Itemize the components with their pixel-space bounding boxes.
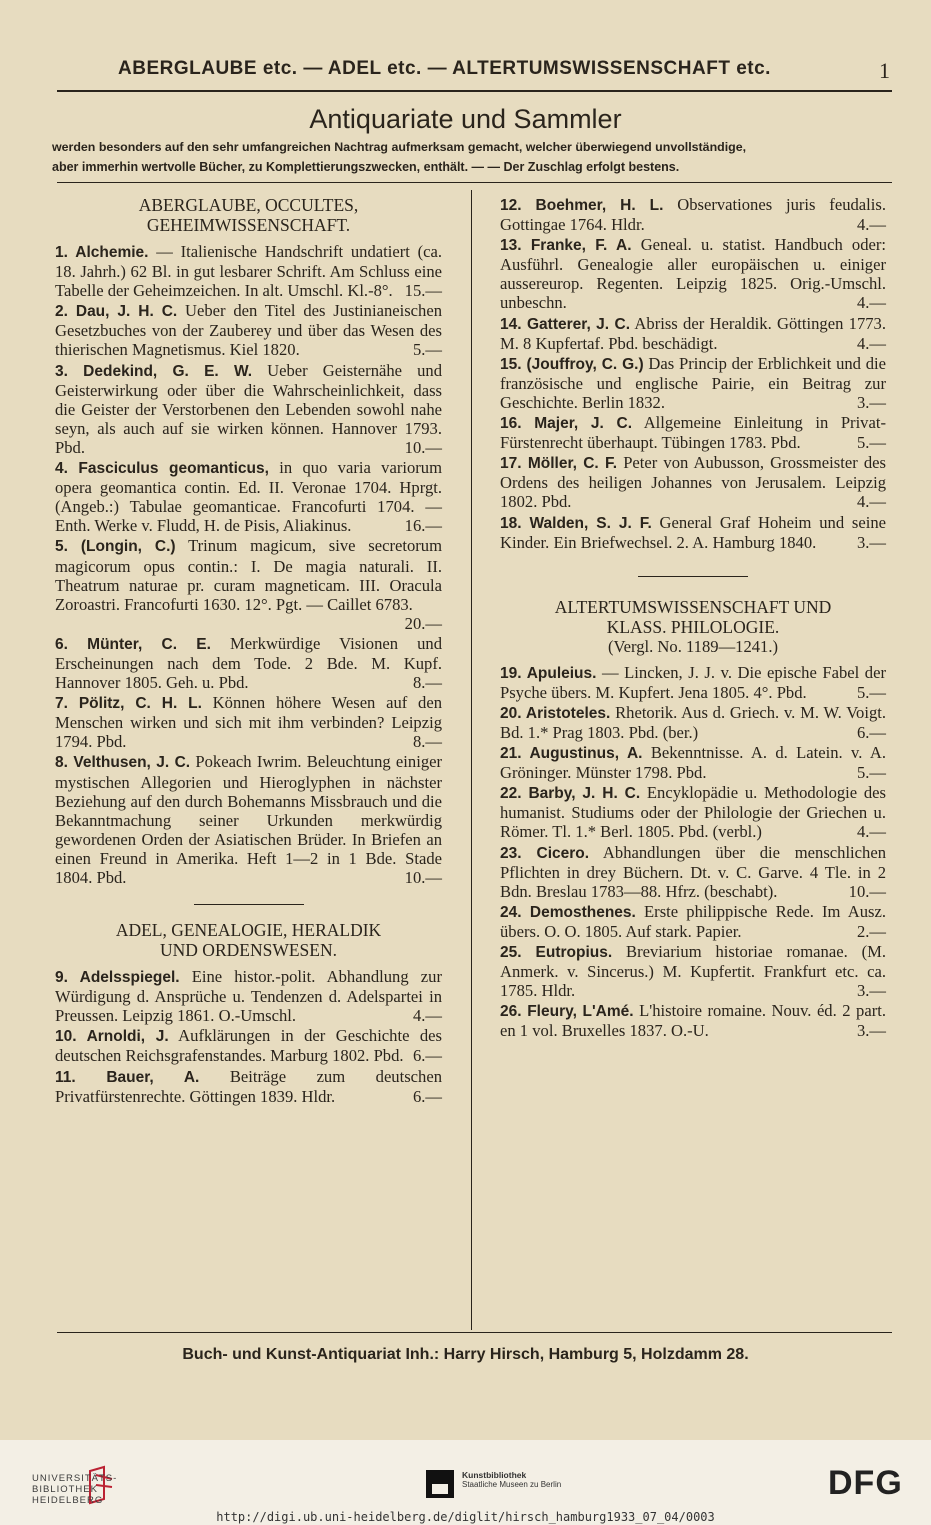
entry-list xyxy=(55,967,442,1106)
entry-price: 6.— xyxy=(412,1086,442,1106)
entry-label: 13. Franke, F. A. xyxy=(500,237,632,255)
catalog-entry xyxy=(500,513,886,552)
entry-label: 19. Apuleius. xyxy=(500,664,597,682)
logo-text: Staatliche Museen zu Berlin xyxy=(462,1480,562,1489)
logo-text: Kunstbibliothek xyxy=(462,1470,527,1480)
catalog-entry xyxy=(55,301,442,359)
entry-text: L'histoire romaine. Nouv. éd. 2 part. en 1 vol. Bruxelles 1837. O.-U. xyxy=(500,1001,886,1041)
entry-label: 5. (Longin, C.) xyxy=(55,538,176,556)
catalog-entry xyxy=(500,783,886,841)
entry-text: Observationes juris feudalis. Gottingae 1764. Hldr. xyxy=(500,195,886,235)
catalog-entry xyxy=(500,843,886,901)
entry-label: 9. Adelsspiegel. xyxy=(55,969,180,987)
entry-price: 6.— xyxy=(412,1046,442,1066)
kunstbibliothek-logo-icon xyxy=(426,1470,454,1498)
entry-label: 14. Gatterer, J. C. xyxy=(500,315,631,333)
catalog-entry xyxy=(500,1001,886,1040)
logo-text: BIBLIOTHEK xyxy=(32,1484,98,1495)
entry-price: 3.— xyxy=(856,392,886,412)
entry-price: 3.— xyxy=(856,981,886,1001)
entry-text: Geneal. u. statist. Handbuch oder: Ausführl. Genealogie aller europäischen u. einiger aussereurop. Regenten. Leipzig 1825. Orig.-Umschl. unbeschn. xyxy=(500,235,886,313)
entry-text: Beiträge zum deutschen Privatfürstenrechte. Göttingen 1839. Hldr. xyxy=(55,1066,442,1106)
entry-text: Aufklärungen in der Geschichte des deutschen Reichsgrafenstandes. Marburg 1802. Pbd. xyxy=(55,1026,442,1066)
entry-list xyxy=(500,195,886,552)
entry-text: Peter von Aubusson, Grossmeister des Ordens des heiligen Johannes von Jerusalem. Leipzig 1802. Pbd. xyxy=(500,453,886,512)
catalog-entry xyxy=(55,242,442,300)
kunstbibliothek-logo xyxy=(462,1470,561,1490)
catalog-entry xyxy=(500,902,886,941)
catalog-entry xyxy=(500,453,886,511)
entry-text: Encyklopädie u. Methodologie des humanist. Studiums oder der Philologie der Griechen u. Römer. Tl. 1.* Berl. 1805. Pbd. (verbl.) xyxy=(500,783,886,842)
entry-price: 6.— xyxy=(856,722,886,742)
dfg-logo: DFG xyxy=(828,1464,903,1502)
entry-label: 1. Alchemie. xyxy=(55,244,149,261)
entry-price: 5.— xyxy=(856,682,886,702)
entry-price: 4.— xyxy=(856,333,886,353)
publisher-line: Buch- und Kunst-Antiquariat Inh.: Harry Hirsch, Hamburg 5, Holzdamm 28. xyxy=(182,1346,749,1363)
catalog-entry xyxy=(500,663,886,702)
section-separator xyxy=(638,576,748,577)
entry-label: 25. Eutropius. xyxy=(500,944,613,961)
catalog-entry xyxy=(55,634,442,692)
entry-text: Erste philippische Rede. Im Ausz. übers. O. O. 1805. Auf stark. Papier. xyxy=(500,901,886,941)
entry-price: 4.— xyxy=(856,293,886,313)
entry-label: 12. Boehmer, H. L. xyxy=(500,197,664,214)
running-head: ABERGLAUBE etc. — ADEL etc. — ALTERTUMSWISSENSCHAFT etc. xyxy=(118,58,771,79)
entry-label: 6. Münter, C. E. xyxy=(55,635,211,653)
entry-label: 21. Augustinus, A. xyxy=(500,745,643,763)
entry-label: 18. Walden, S. J. F. xyxy=(500,514,652,532)
logo-text: UNIVERSITÄTS- xyxy=(32,1473,118,1484)
entry-label: 17. Möller, C. F. xyxy=(500,455,618,473)
entry-label: 20. Aristoteles. xyxy=(500,704,611,722)
entry-label: 15. (Jouffroy, C. G.) xyxy=(500,355,644,373)
entry-label: 22. Barby, J. H. C. xyxy=(500,785,641,803)
catalog-entry xyxy=(500,942,886,1000)
catalog-entry xyxy=(500,195,886,234)
catalog-entry xyxy=(55,361,442,457)
entry-text: Pokeach Iwrim. Beleuchtung einiger mystischen Allegorien und Hieroglyphen in nächster Beziehung auf den durch Bohemanns Missbrauch und die Bekanntmachung seiner Urkunden merkwürdig gewordenen Orden der Asiatischen Brüder. In Briefen an einen Freund in Amerika. Heft 1—2 in 1 Bde. Stade 1804. Pbd. xyxy=(55,752,443,887)
header-rule xyxy=(57,90,892,92)
entry-text: — Italienische Handschrift undatiert (ca. 18. Jahrh.) 62 Bl. in gut lesbarer Schrift. Am Schluss eine Tabelle der Geheimzeichen. In alt. Umschl. Kl.-8°. xyxy=(55,242,442,301)
catalog-entry xyxy=(500,413,886,452)
entry-text: in quo varia variorum opera geomantica contin. Ed. II. Veronae 1704. Hprgt. (Angeb.:) Tabulae geomanticae. Francofurti 1704. — Enth. Werke v. Fludd, H. de Pisis, Aliakinus. xyxy=(55,458,442,536)
entry-label: 3. Dedekind, G. E. W. xyxy=(55,362,253,380)
entry-price: 10.— xyxy=(404,868,442,887)
catalog-entry xyxy=(55,1067,442,1106)
section-heading: UND ORDENSWESEN. xyxy=(160,940,337,961)
entry-label: 10. Arnoldi, J. xyxy=(55,1028,169,1046)
entry-price: 8.— xyxy=(412,673,442,693)
entry-price: 8.— xyxy=(412,732,442,752)
entry-price: 20.— xyxy=(404,613,442,633)
entry-list xyxy=(500,663,886,1041)
bottom-rule xyxy=(57,1332,892,1333)
entry-label: 16. Majer, J. C. xyxy=(500,415,633,433)
entry-price: 16.— xyxy=(404,516,442,536)
entry-text: Eine histor.-polit. Abhandlung zur Würdigung d. Ansprüche u. Tendenzen d. Adelspartei in Preussen. Leipzig 1861. O.-Umschl. xyxy=(55,967,442,1026)
catalog-entry xyxy=(500,235,886,312)
entry-label: 23. Cicero. xyxy=(500,844,590,862)
catalog-entry xyxy=(500,703,886,742)
entry-price: 3.— xyxy=(856,532,886,552)
intro-rule xyxy=(57,182,892,183)
entry-label: 7. Pölitz, C. H. L. xyxy=(55,695,202,713)
entry-price: 5.— xyxy=(412,340,442,360)
catalog-entry xyxy=(55,967,442,1025)
entry-text: — Lincken, J. J. v. Die epische Fabel der Psyche übers. M. Kupfert. Jena 1805. 4°. Pbd. xyxy=(500,662,886,702)
entry-text: Allgemeine Einleitung in Privat-Fürstenrecht überhaupt. Tübingen 1783. Pbd. xyxy=(500,413,886,453)
left-column xyxy=(55,195,442,1107)
entry-price: 4.— xyxy=(856,215,886,235)
entry-text: Ueber den Titel des Justinianeischen Gesetzbuches von der Zauberey und über das Wesen des thierischen Magnetismus. Kiel 1820. xyxy=(55,301,442,360)
entry-price: 3.— xyxy=(856,1021,886,1041)
entry-label: 11. Bauer, A. xyxy=(55,1068,200,1086)
catalog-entry xyxy=(55,752,442,887)
catalog-entry xyxy=(55,693,442,751)
running-header xyxy=(60,58,890,88)
logo-text: HEIDELBERG xyxy=(32,1495,104,1506)
section-heading: ABERGLAUBE, OCCULTES, xyxy=(138,195,359,215)
source-url[interactable]: http://digi.ub.uni-heidelberg.de/diglit/hirsch_hamburg1933_07_04/0003 xyxy=(216,1510,715,1524)
section-heading: KLASS. PHILOLOGIE. xyxy=(606,616,780,637)
right-column xyxy=(500,195,886,1041)
entry-price: 5.— xyxy=(856,433,886,453)
column-divider xyxy=(471,190,472,1330)
intro-line-1: werden besonders auf den sehr umfangreichen Nachtrag aufmerksam gemacht, welcher überwiegend unvollständige, xyxy=(52,140,747,154)
section-heading: ADEL, GENEALOGIE, HERALDIK xyxy=(115,920,382,941)
entry-text: Können höhere Wesen auf den Menschen wirken und sich mit ihm verbinden? Leipzig 1794. Pbd. xyxy=(55,693,442,752)
catalog-entry xyxy=(55,536,442,632)
entry-label: 2. Dau, J. H. C. xyxy=(55,303,178,321)
catalog-entry xyxy=(55,1026,442,1065)
entry-label: 24. Demosthenes. xyxy=(500,903,636,921)
entry-price: 15.— xyxy=(404,281,442,301)
entry-text: Ueber Geisternähe und Geisterwirkung oder über die Wahrscheinlichkeit, dass die Geister der Verstorbenen den Lebenden sowohl nahe seyn, als auch auf sie wirken können. Hannover 1793. Pbd. xyxy=(55,360,442,457)
catalog-entry xyxy=(55,458,442,535)
entry-text: Merkwürdige Visionen und Erscheinungen nach dem Tode. 2 Bde. M. Kupf. Hannover 1805. Geh. u. Pbd. xyxy=(55,633,443,693)
entry-text: Abriss der Heraldik. Göttingen 1773. M. 8 Kupfertaf. Pbd. beschädigt. xyxy=(500,313,886,353)
entry-text: Das Princip der Erblichkeit und die französische und englische Pairie, ein Beitrag zur Geschichte. Berlin 1832. xyxy=(500,353,886,412)
entry-text: General Graf Hoheim und seine Kinder. Ein Briefwechsel. 2. A. Hamburg 1840. xyxy=(500,512,886,552)
entry-text: Breviarium historiae romanae. (M. Anmerk. v. Sincerus.) M. Kupfertit. Frankfurt etc. ca. 1785. Hldr. xyxy=(500,942,886,1001)
entry-price: 4.— xyxy=(856,822,886,842)
entry-price: 4.— xyxy=(856,492,886,512)
entry-text: Trinum magicum, sive secretorum magicorum opus contin.: I. De magia naturali. II. Theatrum naturae pr. curam magneticam. III. Oracula Zoroastri. Francofurti 1630. 12°. Pgt. — Caillet 6783. xyxy=(55,536,442,614)
intro-line-2: aber immerhin wertvolle Bücher, zu Komplettierungszwecken, enthält. — — Der Zuschlag erfolgt bestens. xyxy=(52,160,680,174)
section-heading: ALTERTUMSWISSENSCHAFT UND xyxy=(554,596,832,617)
page-title: Antiquariate und Sammler xyxy=(309,104,622,134)
entry-text: Rhetorik. Aus d. Griech. v. M. W. Voigt. Bd. 1.* Prag 1803. Pbd. (ber.) xyxy=(500,702,887,742)
entry-label: 8. Velthusen, J. C. xyxy=(55,754,191,772)
entry-label: 4. Fasciculus geomanticus, xyxy=(55,460,269,478)
entry-price: 5.— xyxy=(856,763,886,783)
entry-price: 2.— xyxy=(856,921,886,941)
catalog-entry xyxy=(500,314,886,353)
entry-price: 10.— xyxy=(404,437,442,457)
section-heading: GEHEIMWISSENSCHAFT. xyxy=(146,215,351,235)
entry-label: 26. Fleury, L'Amé. xyxy=(500,1003,634,1021)
section-subheading: (Vergl. No. 1189—1241.) xyxy=(607,636,779,656)
entry-price: 10.— xyxy=(848,881,886,901)
footer-bar xyxy=(0,1440,931,1525)
page-number: 1 xyxy=(879,58,890,83)
section-separator xyxy=(194,904,304,905)
entry-text: Abhandlungen über die menschlichen Pflichten in drey Büchern. Dt. v. C. Garve. 4 Tle. in 2 Bdn. Breslau 1783—88. Hfrz. (beschabt). xyxy=(500,842,886,901)
university-library-logo xyxy=(32,1473,117,1506)
entry-price: 4.— xyxy=(412,1006,442,1026)
catalog-entry xyxy=(500,743,886,782)
entry-text: Bekenntnisse. A. d. Latein. v. A. Gröninger. Münster 1798. Pbd. xyxy=(500,743,886,783)
entry-list xyxy=(55,242,442,887)
catalog-entry xyxy=(500,354,886,412)
